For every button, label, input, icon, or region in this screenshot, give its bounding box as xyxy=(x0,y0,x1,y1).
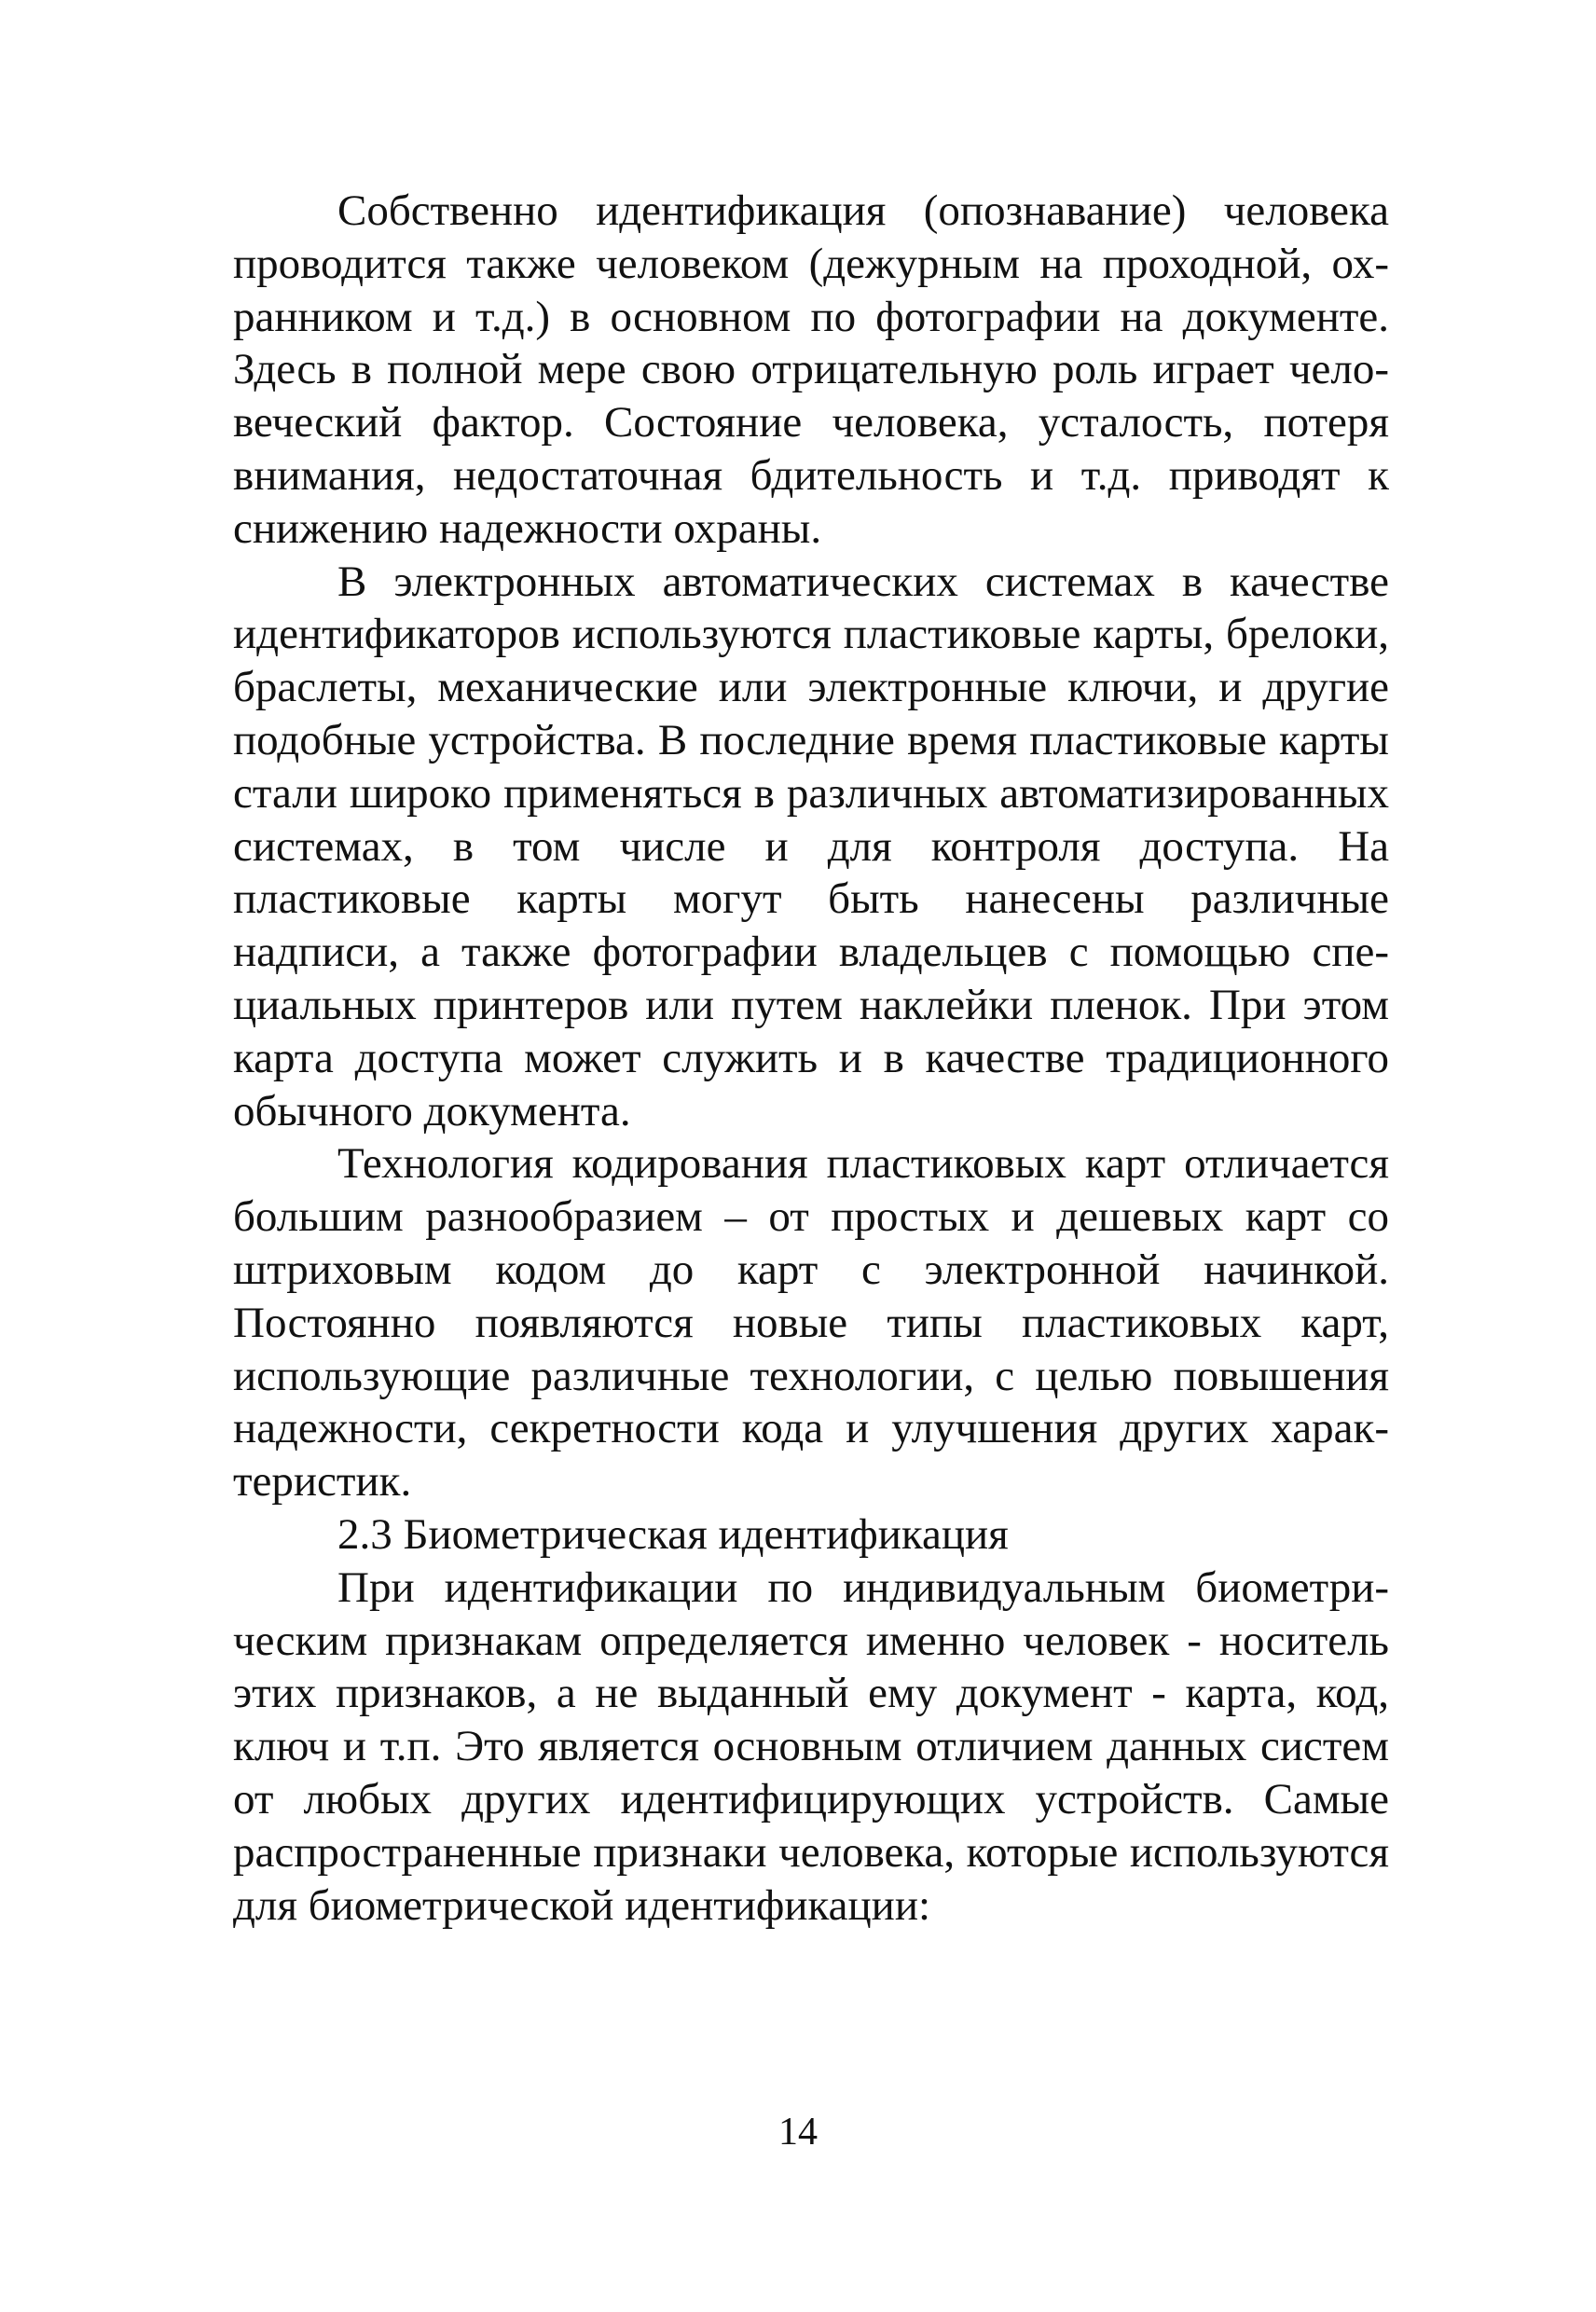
paragraph-coding-technology: Технология кодирования пластиковых карт отличается большим разнообразием – от простых и дешевых карт со штриховым кодом до карт с электронной начинкой. Постоянно появляются новые типы пластиковых карт, использующие различные технологии, с целью повышения надежности, секретности кода и улучшения других характеристик. xyxy=(233,1139,1389,1507)
page-number: 14 xyxy=(778,2111,818,2154)
section-heading: 2.3 Биометрическая идентификация xyxy=(337,1509,1009,1559)
paragraph-identification: Собственно идентификация (опознавание) человека проводится также человеком (дежурным на проходной, охранником и т.д.) в основном по фотографии на документе. Здесь в полной мере свою отрицательную роль играет человеческий фактор. Состояние человека, усталость, потеря внимания, недостаточная бдительность и т.д. приводят к снижению надежности охраны. xyxy=(233,186,1389,553)
paragraph-biometric: При идентификации по индивидуальным биометрическим признакам определяется именно человек - носитель этих признаков, а не выданный ему документ - карта, код, ключ и т.п. Это является основным отличием данных систем от любых других идентифицирующих устройств. Самые распространенные признаки человека, которые используются для биометрической идентификации: xyxy=(233,1562,1389,1930)
paragraph-electronic-systems: В электронных автоматических системах в качестве идентификаторов используются пластиковые карты, брелоки, браслеты, механические или электронные ключи, и другие подобные устройства. В последние время пластиковые карты стали широко применяться в различных автоматизированных системах, в том числе и для контроля доступа. На пластиковые карты могут быть нанесены различные надписи, а также фотографии владельцев с помощью специальных принтеров или путем наклейки пленок. При этом карта доступа может служить и в качестве традиционного обычного документа. xyxy=(233,557,1389,1135)
body-text xyxy=(233,185,1389,1932)
